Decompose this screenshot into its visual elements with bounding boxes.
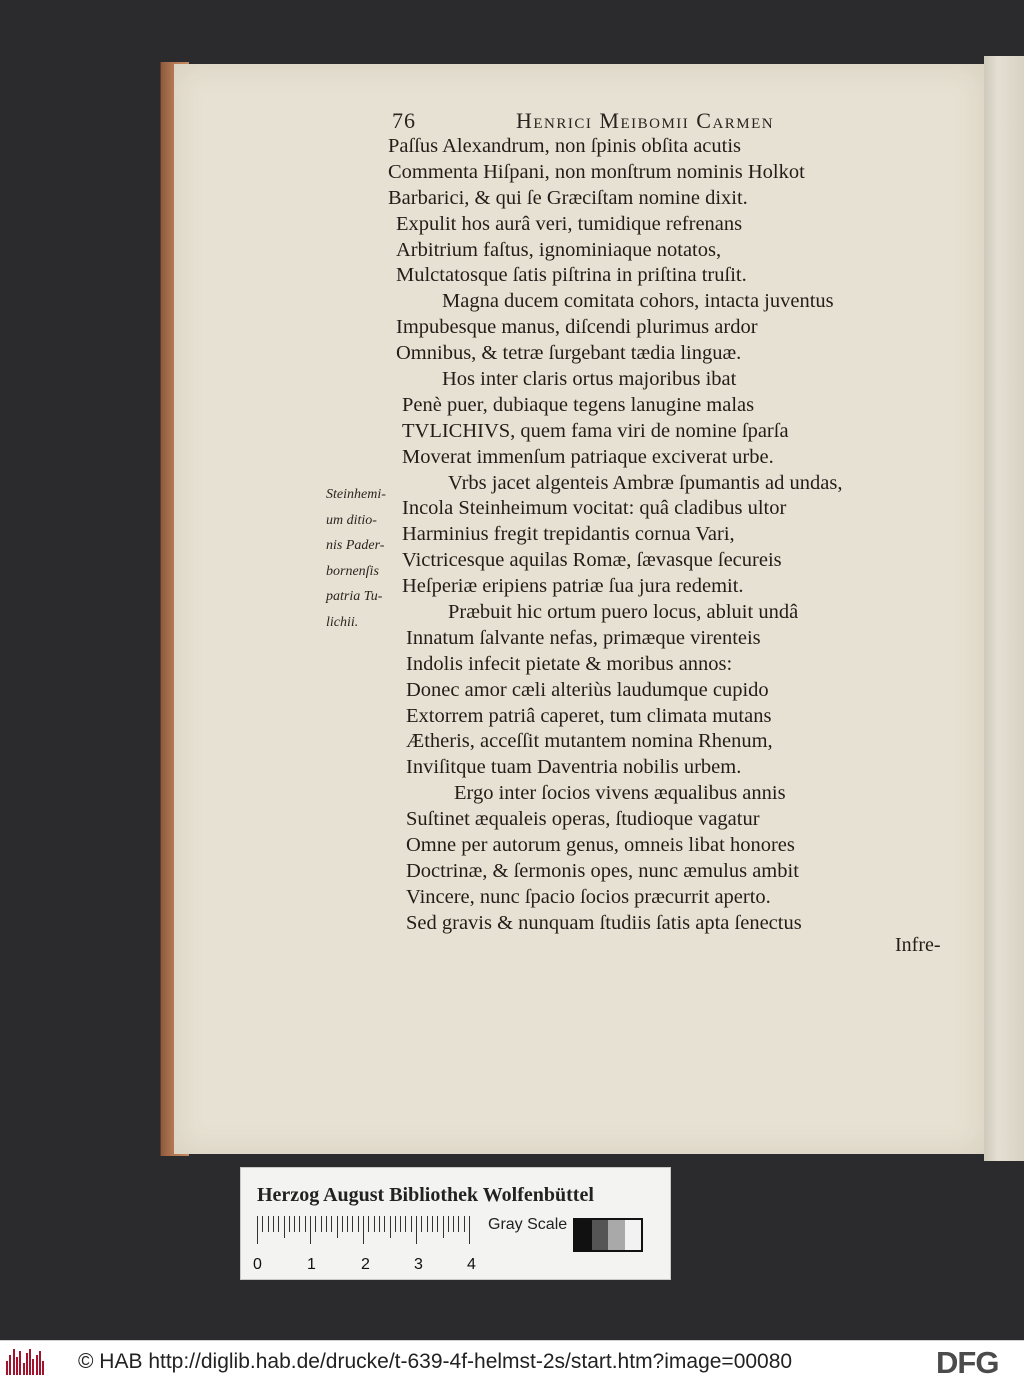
ruler-tick xyxy=(299,1216,300,1232)
ruler-tick xyxy=(411,1216,412,1232)
verse-line: Suſtinet æqualeis operas, ſtudioque vagatur xyxy=(406,808,760,831)
ruler-tick xyxy=(416,1216,417,1244)
ruler-tick xyxy=(257,1216,258,1244)
ruler-tick xyxy=(337,1216,338,1238)
gray-scale-swatches xyxy=(573,1218,643,1252)
verse-line: Expulit hos aurâ veri, tumidique refrenans xyxy=(396,212,743,235)
ruler-label: 2 xyxy=(361,1256,370,1273)
verse-line: Vrbs jacet algenteis Ambræ ſpumantis ad undas, xyxy=(448,471,843,494)
dfg-logo[interactable]: DFG xyxy=(936,1345,999,1380)
verse-text xyxy=(388,134,968,937)
verse-line: Magna ducem comitata cohors, intacta juventus xyxy=(442,290,834,313)
ruler-tick xyxy=(273,1216,274,1232)
ruler-tick xyxy=(289,1216,290,1232)
logo-bar xyxy=(13,1349,15,1375)
margin-note-line: patria Tu- xyxy=(326,589,383,604)
gray-swatch xyxy=(625,1220,642,1250)
ruler-tick xyxy=(458,1216,459,1232)
ruler-tick xyxy=(278,1216,279,1232)
verse-line: Omnibus, & tetræ ſurgebant tædia linguæ. xyxy=(396,342,742,365)
verse-line: Incola Steinheimum vocitat: quâ cladibus ultor xyxy=(402,497,787,520)
ruler-label: 3 xyxy=(414,1256,423,1273)
verse-line: Ergo inter ſocios vivens æqualibus annis xyxy=(454,782,786,805)
ruler-tick xyxy=(347,1216,348,1232)
verse-line: Extorrem patriâ caperet, tum climata mutans xyxy=(406,704,772,727)
catchword: Infre- xyxy=(895,934,941,956)
verse-line: Paſſus Alexandrum, non ſpinis obſita acutis xyxy=(388,135,742,157)
verse-line: Barbarici, & qui ſe Græciſtam nomine dixit. xyxy=(388,186,748,209)
ruler-tick xyxy=(421,1216,422,1232)
verse-line: Innatum ſalvante nefas, primæque virenteis xyxy=(406,626,761,649)
ruler-tick xyxy=(443,1216,444,1238)
margin-note xyxy=(326,482,406,635)
ruler-tick xyxy=(437,1216,438,1232)
verse-line: Arbitrium faſtus, ignominiaque notatos, xyxy=(396,238,722,261)
ruler-tick xyxy=(432,1216,433,1232)
ruler-tick xyxy=(305,1216,306,1232)
verse-line: Hos inter claris ortus majoribus ibat xyxy=(442,368,737,391)
ruler-tick xyxy=(294,1216,295,1232)
ruler-tick xyxy=(310,1216,311,1244)
hab-logo-icon[interactable] xyxy=(6,1349,46,1375)
facing-page xyxy=(984,56,1024,1161)
ruler-scale xyxy=(257,1216,473,1244)
color-reference-card xyxy=(240,1167,671,1280)
ruler-tick xyxy=(469,1216,470,1244)
gray-swatch xyxy=(608,1220,625,1250)
logo-bar xyxy=(29,1349,31,1375)
ruler-label: 1 xyxy=(307,1256,316,1273)
ruler-tick xyxy=(315,1216,316,1232)
footer-bar xyxy=(0,1340,1024,1382)
ruler-tick xyxy=(464,1216,465,1232)
verse-line: Moverat immenſum patriaque exciverat urbe. xyxy=(402,445,774,468)
ruler-tick xyxy=(331,1216,332,1232)
verse-line: Ætheris, acceſſit mutantem nomina Rhenum, xyxy=(406,730,773,753)
ruler-tick xyxy=(368,1216,369,1232)
verse-line: TVLICHIVS, quem fama viri de nomine ſparſa xyxy=(402,419,789,442)
gray-swatch xyxy=(575,1220,592,1250)
ruler-tick xyxy=(384,1216,385,1232)
gray-scale-label: Gray Scale xyxy=(488,1216,568,1233)
verse-line: Indolis infecit pietate & moribus annos: xyxy=(406,652,733,675)
verse-line: Harminius fregit trepidantis cornua Vari, xyxy=(402,523,735,546)
verse-line: Penè puer, dubiaque tegens lanugine malas xyxy=(402,393,755,416)
verse-line: Impubesque manus, diſcendi plurimus ardor xyxy=(396,316,758,339)
footer-copyright-link[interactable]: © HAB http://diglib.hab.de/drucke/t-639-4f-helmst-2s/start.htm?image=00080 xyxy=(78,1350,793,1373)
logo-bar xyxy=(23,1363,25,1375)
ruler-labels xyxy=(253,1256,493,1276)
ruler-tick xyxy=(262,1216,263,1232)
verse-line: Commenta Hiſpani, non monſtrum nominis Holkot xyxy=(388,160,805,183)
library-name: Herzog August Bibliothek Wolfenbüttel xyxy=(257,1184,594,1206)
verse-line: Præbuit hic ortum puero locus, abluit undâ xyxy=(448,601,799,624)
margin-note-line: Steinhemi- xyxy=(326,487,386,502)
ruler-tick xyxy=(284,1216,285,1238)
margin-note-line: um ditio- xyxy=(326,512,377,528)
verse-line: Donec amor cæli alteriùs laudumque cupido xyxy=(406,678,769,701)
logo-bar xyxy=(6,1361,8,1375)
ruler-tick xyxy=(352,1216,353,1232)
logo-bar xyxy=(36,1355,38,1375)
running-title: Henrici Meibomii Carmen xyxy=(516,108,775,133)
ruler-tick xyxy=(268,1216,269,1232)
verse-line: Vincere, nunc ſpacio ſocios præcurrit aperto. xyxy=(406,885,771,908)
verse-line: Doctrinæ, & ſermonis opes, nunc æmulus ambit xyxy=(406,859,799,882)
ruler-tick xyxy=(374,1216,375,1232)
ruler-tick xyxy=(326,1216,327,1232)
ruler-tick xyxy=(395,1216,396,1232)
verse-line: Mulctatosque ſatis piſtrina in priſtina truſit. xyxy=(396,264,747,287)
verse-line: Sed gravis & nunquam ſtudiis ſatis apta ſenectus xyxy=(406,911,802,934)
ruler-tick xyxy=(390,1216,391,1238)
ruler-tick xyxy=(400,1216,401,1232)
ruler-label: 4 xyxy=(467,1256,476,1273)
ruler-tick xyxy=(363,1216,364,1244)
ruler-tick xyxy=(321,1216,322,1232)
logo-bar xyxy=(26,1353,28,1375)
ruler-tick xyxy=(427,1216,428,1232)
ruler-tick xyxy=(453,1216,454,1232)
logo-bar xyxy=(16,1357,18,1375)
logo-bar xyxy=(42,1361,44,1375)
ruler-tick xyxy=(379,1216,380,1232)
ruler-tick xyxy=(405,1216,406,1232)
ruler-tick xyxy=(342,1216,343,1232)
margin-note-line: lichii. xyxy=(326,614,359,630)
verse-line: Omne per autorum genus, omneis libat honores xyxy=(406,834,795,857)
ruler-tick xyxy=(358,1216,359,1232)
logo-bar xyxy=(32,1359,34,1375)
logo-bar xyxy=(39,1351,41,1375)
page-number: 76 xyxy=(392,108,416,133)
verse-line: Inviſitque tuam Daventria nobilis urbem. xyxy=(406,756,742,779)
ruler-tick xyxy=(448,1216,449,1232)
ruler-label: 0 xyxy=(253,1256,262,1273)
gray-swatch xyxy=(592,1220,609,1250)
margin-note-line: bornenſis xyxy=(326,563,379,579)
logo-bar xyxy=(19,1351,21,1375)
logo-bar xyxy=(9,1355,11,1375)
margin-note-line: nis Pader- xyxy=(326,538,385,553)
verse-line: Victricesque aquilas Romæ, ſævasque ſecureis xyxy=(402,549,782,572)
verse-line: Heſperiæ eripiens patriæ ſua jura redemit. xyxy=(402,575,744,598)
